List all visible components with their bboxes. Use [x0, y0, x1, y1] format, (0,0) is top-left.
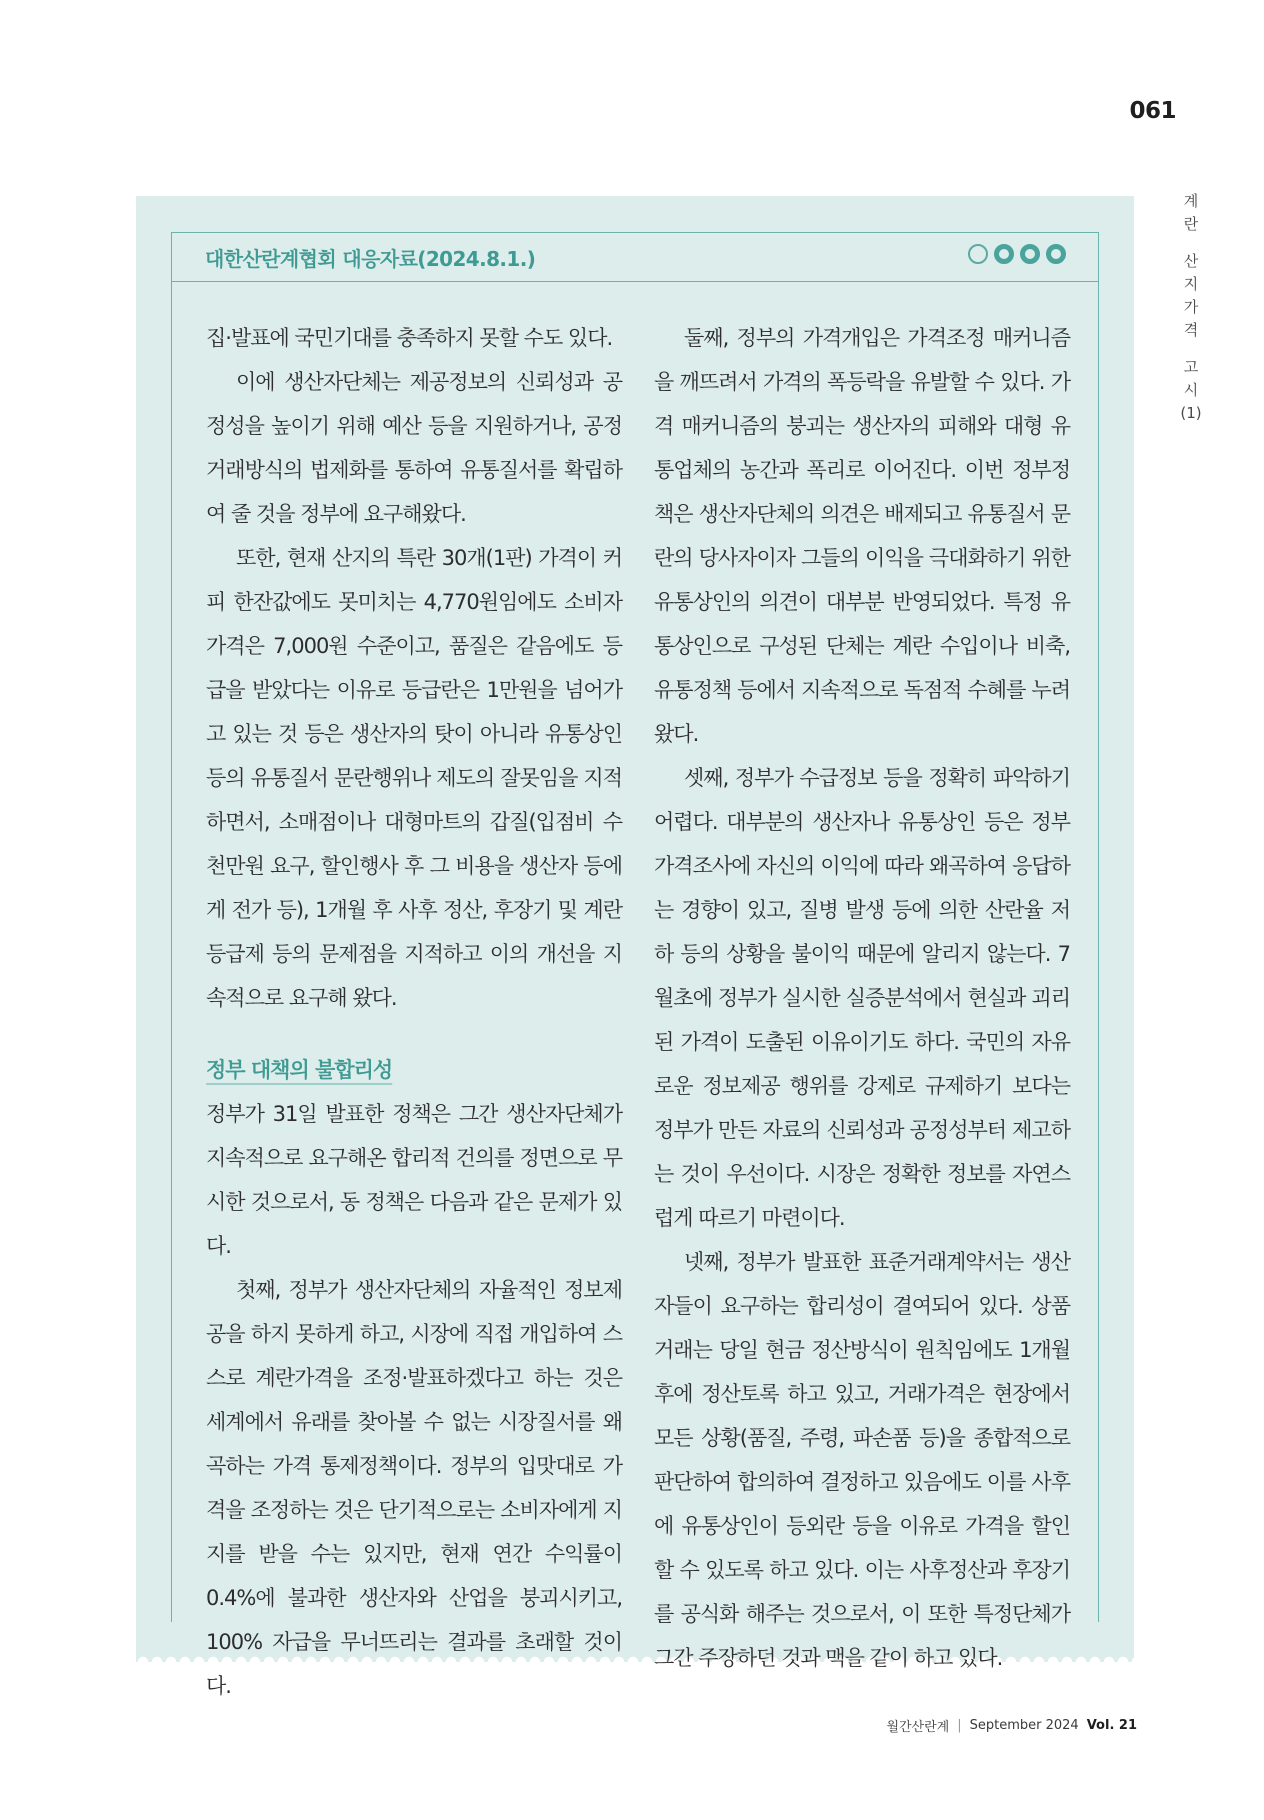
circle-ring-icon	[1020, 244, 1040, 264]
paragraph: 둘째, 정부의 가격개입은 가격조정 매커니즘을 깨뜨려서 가격의 폭등락을 유발할 수 있다. 가격 매커니즘의 붕괴는 생산자의 피해와 대형 유통업체의 농간과 폭리로 이어진다. 이번 정부정책은 생산자단체의 의견은 배제되고 유통질서 문란의 당사자이자 그들의 이익을 극대화하기 위한 유통상인의 의견이 대부분 반영되었다. 특정 유통상인으로 구성된 단체는 계란 수입이나 비축, 유통정책 등에서 지속적으로 독점적 수혜를 누려왔다.	[654, 326, 1070, 746]
footer-divider: |	[957, 1718, 962, 1733]
paragraph: 이에 생산자단체는 제공정보의 신뢰성과 공정성을 높이기 위해 예산 등을 지원하거나, 공정 거래방식의 법제화를 통하여 유통질서를 확립하여 줄 것을 정부에 요구해왔다.	[206, 370, 622, 526]
section-side-tab	[1176, 190, 1206, 425]
side-tab-char: 란	[1183, 215, 1199, 233]
magazine-name: 월간산란계	[886, 1720, 950, 1735]
circle-ring-icon	[1046, 244, 1066, 264]
side-tab-char: 가	[1183, 298, 1199, 316]
side-tab-char: 격	[1183, 321, 1199, 339]
paragraph: 집·발표에 국민기대를 충족하지 못할 수도 있다.	[206, 326, 613, 350]
side-tab-char: 시	[1183, 381, 1199, 399]
paragraph: 정부가 31일 발표한 정책은 그간 생산자단체가 지속적으로 요구해온 합리적 건의를 정면으로 무시한 것으로서, 동 정책은 다음과 같은 문제가 있다.	[206, 1102, 622, 1258]
side-tab-char: 산	[1183, 252, 1199, 270]
article-header	[172, 233, 1098, 282]
left-column	[206, 316, 622, 1708]
section-subheading: 정부 대책의 불합리성	[206, 1058, 393, 1082]
header-dots-decoration	[968, 244, 1066, 264]
paragraph: 또한, 현재 산지의 특란 30개(1판) 가격이 커피 한잔값에도 못미치는 4,770원임에도 소비자가격은 7,000원 수준이고, 품질은 같음에도 등급을 받았다는 이유로 등급란은 1만원을 넘어가고 있는 것 등은 생산자의 탓이 아니라 유통상인 등의 유통질서 문란행위나 제도의 잘못임을 지적하면서, 소매점이나 대형마트의 갑질(입점비 수천만원 요구, 할인행사 후 그 비용을 생산자 등에게 전가 등), 1개월 후 사후 정산, 후장기 및 계란 등급제 등의 문제점을 지적하고 이의 개선을 지속적으로 요구해 왔다.	[206, 546, 622, 1010]
issue-volume: Vol. 21	[1086, 1718, 1137, 1733]
side-tab-char: (1)	[1180, 404, 1202, 422]
paragraph: 첫째, 정부가 생산자단체의 자율적인 정보제공을 하지 못하게 하고, 시장에 직접 개입하여 스스로 계란가격을 조정·발표하겠다고 하는 것은 세계에서 유래를 찾아볼 수 없는 시장질서를 왜곡하는 가격 통제정책이다. 정부의 입맛대로 가격을 조정하는 것은 단기적으로는 소비자에게 지지를 받을 수는 있지만, 현재 연간 수익률이 0.4%에 불과한 생산자와 산업을 붕괴시키고, 100% 자급을 무너뜨리는 결과를 초래할 것이다.	[206, 1278, 622, 1698]
circle-ring-icon	[994, 244, 1014, 264]
side-tab-char: 지	[1183, 275, 1199, 293]
paragraph: 넷째, 정부가 발표한 표준거래계약서는 생산자들이 요구하는 합리성이 결여되어 있다. 상품거래는 당일 현금 정산방식이 원칙임에도 1개월 후에 정산토록 하고 있고, 거래가격은 현장에서 모든 상황(품질, 주령, 파손품 등)을 종합적으로 판단하여 합의하여 결정하고 있음에도 이를 사후에 유통상인이 등외란 등을 이유로 가격을 할인할 수 있도록 하고 있다. 이는 사후정산과 후장기를 공식화 해주는 것으로서, 이 또한 특정단체가 그간 주장하던 것과 맥을 같이 하고 있다.	[654, 1250, 1070, 1670]
right-column	[654, 316, 1070, 1680]
page-footer	[886, 1716, 1137, 1735]
paragraph: 셋째, 정부가 수급정보 등을 정확히 파악하기 어렵다. 대부분의 생산자나 유통상인 등은 정부 가격조사에 자신의 이익에 따라 왜곡하여 응답하는 경향이 있고, 질병 발생 등에 의한 산란율 저하 등의 상황을 불이익 때문에 알리지 않는다. 7월초에 정부가 실시한 실증분석에서 현실과 괴리된 가격이 도출된 이유이기도 하다. 국민의 자유로운 정보제공 행위를 강제로 규제하기 보다는 정부가 만든 자료의 신뢰성과 공정성부터 제고하는 것이 우선이다. 시장은 정확한 정보를 자연스럽게 따르기 마련이다.	[654, 766, 1070, 1230]
side-tab-char: 고	[1183, 358, 1199, 376]
side-tab-char: 계	[1183, 192, 1199, 210]
page-number: 061	[1129, 98, 1176, 124]
issue-month: September 2024	[969, 1718, 1079, 1733]
article-header-title: 대한산란계협회 대응자료(2024.8.1.)	[205, 247, 536, 271]
circle-outline-icon	[968, 244, 988, 264]
